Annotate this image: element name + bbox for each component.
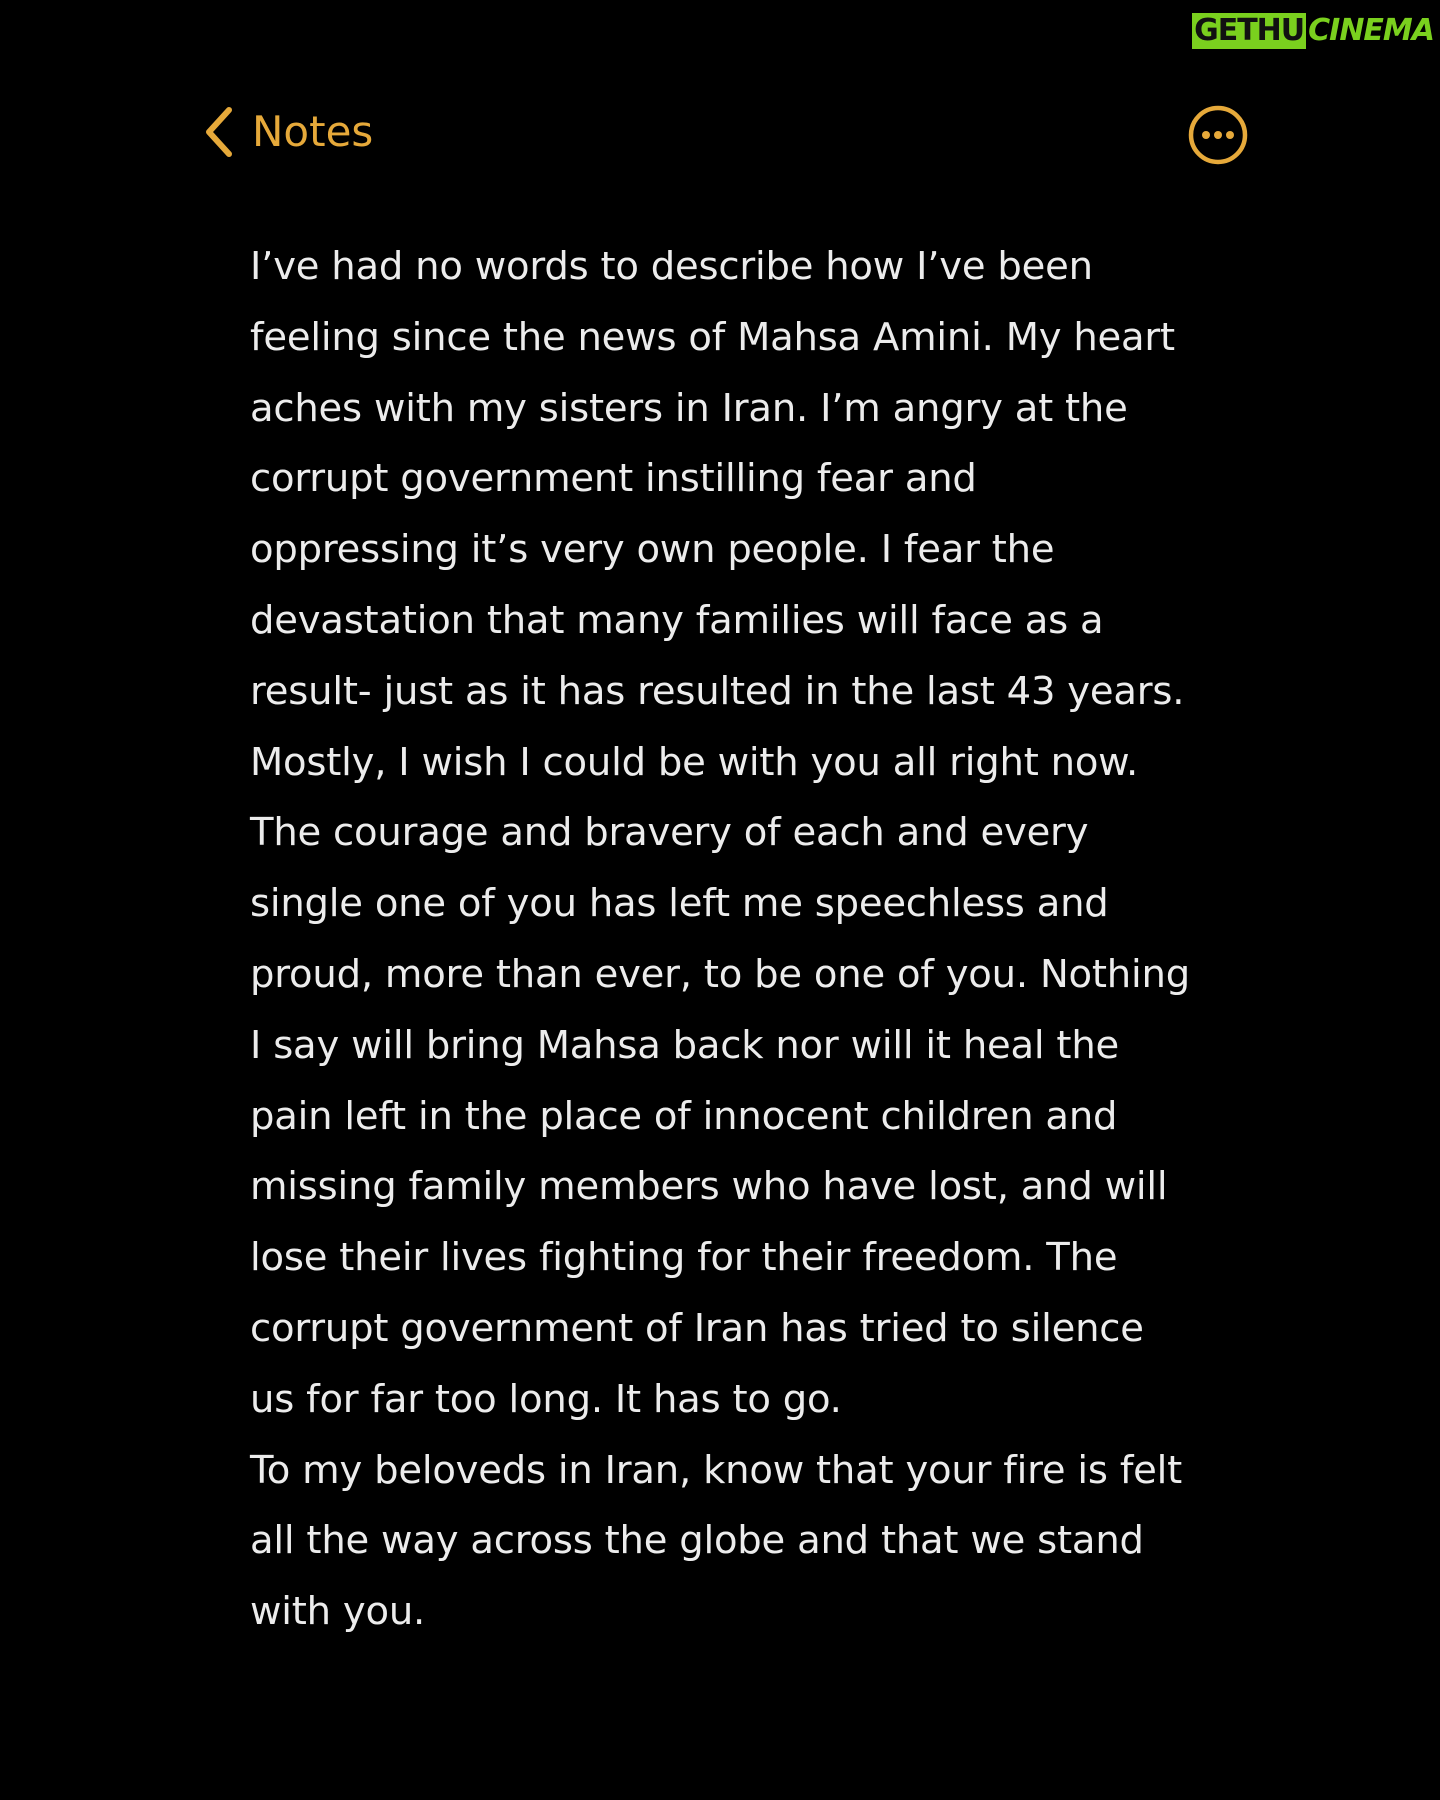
note-line: with you. bbox=[250, 1589, 426, 1635]
watermark-logo bbox=[1192, 12, 1434, 50]
note-line: To my beloveds in Iran, know that your fire is felt bbox=[250, 1447, 1183, 1493]
more-options-button[interactable] bbox=[1187, 104, 1249, 166]
note-line: feeling since the news of Mahsa Amini. My heart bbox=[250, 314, 1175, 360]
note-line: I’ve had no words to describe how I’ve been bbox=[250, 244, 1093, 289]
note-line: corrupt government of Iran has tried to silence bbox=[250, 1305, 1144, 1351]
chevron-left-icon bbox=[204, 106, 234, 158]
note-line: proud, more than ever, to be one of you. Nothing bbox=[250, 951, 1190, 997]
watermark-right-text: CINEMA bbox=[1308, 13, 1434, 48]
note-line: us for far too long. It has to go. bbox=[250, 1376, 842, 1422]
note-line: I say will bring Mahsa back nor will it heal the bbox=[250, 1022, 1120, 1068]
back-button-label: Notes bbox=[252, 107, 374, 156]
note-line: pain left in the place of innocent children and bbox=[250, 1093, 1118, 1139]
note-line: lose their lives fighting for their freedom. The bbox=[250, 1235, 1118, 1281]
note-line: result- just as it has resulted in the last 43 years. bbox=[250, 668, 1185, 714]
note-line: all the way across the globe and that we stand bbox=[250, 1518, 1144, 1564]
note-line: oppressing it’s very own people. I fear the bbox=[250, 527, 1055, 573]
note-body[interactable] bbox=[250, 232, 1250, 1648]
ellipsis-circle-icon bbox=[1187, 104, 1249, 166]
note-line: devastation that many families will face as a bbox=[250, 597, 1104, 643]
note-line: aches with my sisters in Iran. I’m angry at the bbox=[250, 385, 1128, 431]
watermark-left-text: GETHU bbox=[1194, 13, 1305, 48]
note-line: Mostly, I wish I could be with you all right now. bbox=[250, 739, 1138, 785]
note-line: corrupt government instilling fear and bbox=[250, 456, 977, 502]
note-line: single one of you has left me speechless and bbox=[250, 881, 1109, 927]
note-line: missing family members who have lost, and will bbox=[250, 1164, 1168, 1210]
note-line: The courage and bravery of each and every bbox=[250, 810, 1089, 856]
back-button[interactable] bbox=[204, 106, 373, 158]
